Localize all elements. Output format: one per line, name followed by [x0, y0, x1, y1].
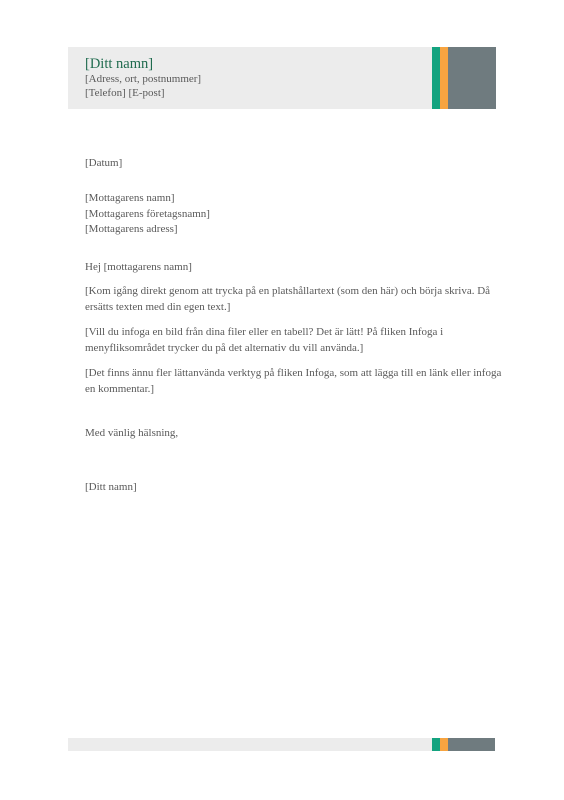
- accent-stripe-orange: [440, 47, 448, 109]
- letterhead: [68, 47, 496, 109]
- footer-stripe-green: [432, 738, 440, 751]
- accent-block-gray: [448, 47, 496, 109]
- footer-block-gray: [448, 738, 495, 751]
- body-paragraph[interactable]: [Kom igång direkt genom att trycka på en platshållartext (som den här) och börja skriva. Då ersätts texten med din egen text.]: [85, 285, 491, 313]
- sender-contact[interactable]: [Telefon] [E-post]: [85, 87, 165, 99]
- recipient-company[interactable]: [Mottagarens företagsnamn]: [85, 207, 210, 220]
- accent-stripe-green: [432, 47, 440, 109]
- body-paragraph[interactable]: [Vill du infoga en bild från dina filer eller en tabell? Det är lätt! På fliken Infoga i menyfliksområdet trycker du på det alternativ du vill använda.]: [85, 326, 444, 354]
- letter-greeting[interactable]: Hej [mottagarens namn]: [85, 261, 192, 273]
- letter-signature[interactable]: [Ditt namn]: [85, 481, 137, 493]
- footer-stripe-orange: [440, 738, 448, 751]
- footer-bar: [68, 738, 495, 751]
- sender-name[interactable]: [Ditt namn]: [85, 56, 154, 72]
- recipient-block: [85, 191, 210, 238]
- body-paragraph[interactable]: [Det finns ännu fler lättanvända verktyg på fliken Infoga, som att lägga till en länk eller infoga en kommentar.]: [85, 367, 502, 395]
- recipient-name[interactable]: [Mottagarens namn]: [85, 192, 175, 204]
- sender-address[interactable]: [Adress, ort, postnummer]: [85, 73, 202, 85]
- recipient-address[interactable]: [Mottagarens adress]: [85, 223, 178, 235]
- letter-date[interactable]: [Datum]: [85, 157, 123, 169]
- letter-closing[interactable]: Med vänlig hälsning,: [85, 427, 179, 439]
